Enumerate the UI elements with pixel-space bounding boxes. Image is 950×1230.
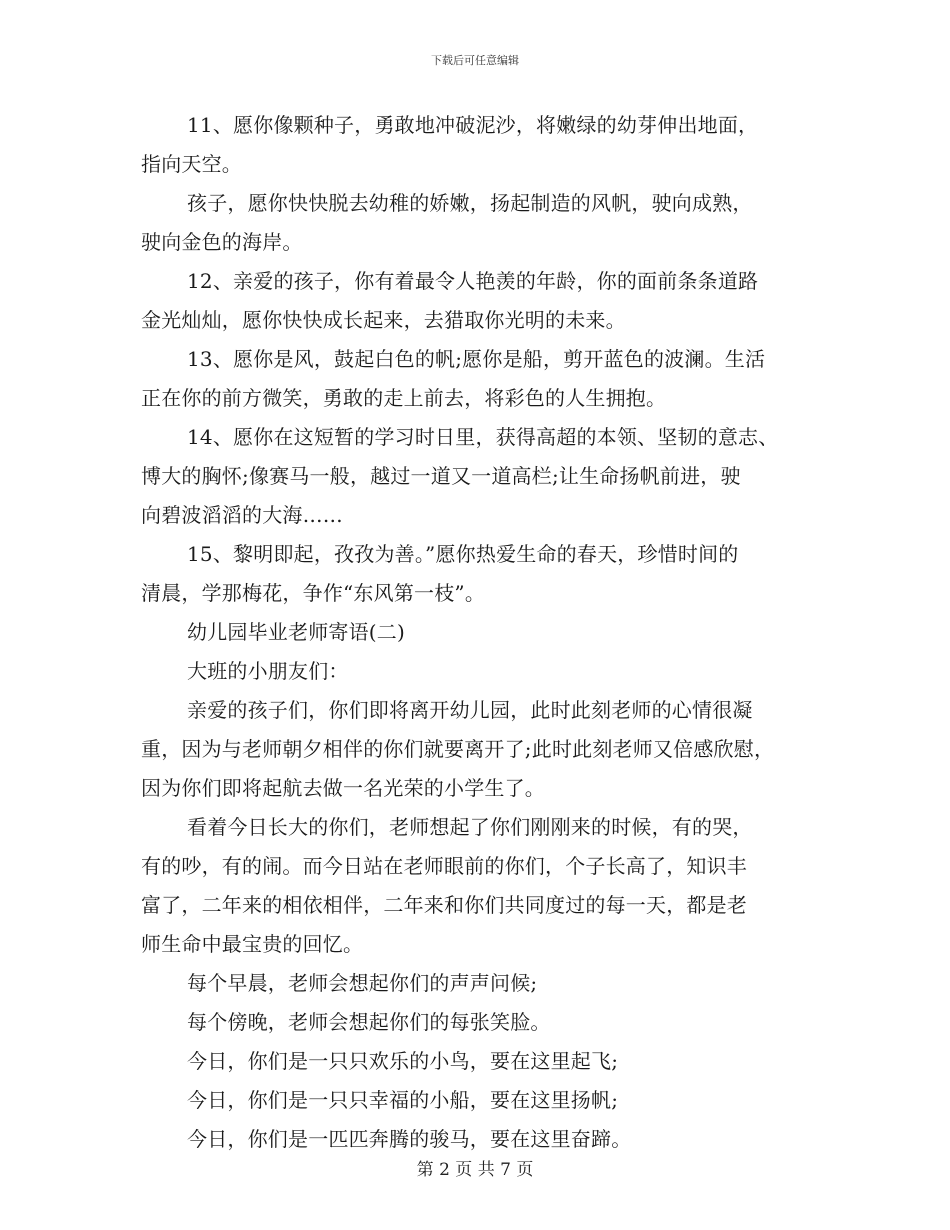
page-number: 第 2 页 共 7 页: [416, 1160, 534, 1180]
paragraph: 今日，你们是一只只幸福的小船，要在这里扬帆;: [187, 1088, 619, 1112]
paragraph: 15、黎明即起，孜孜为善。”愿你热爱生命的春天，珍惜时间的 清晨，学那梅花，争作“东风第一枝”。: [141, 542, 739, 605]
paragraph: 孩子，愿你快快脱去幼稚的娇嫩，扬起制造的风帆，驶向成熟， 驶向金色的海岸。: [141, 191, 753, 254]
document-body: [141, 106, 816, 1159]
paragraph: 13、愿你是风，鼓起白色的帆;愿你是船，剪开蓝色的波澜。生活 正在你的前方微笑，勇敢的走上前去，将彩色的人生拥抱。: [141, 347, 766, 410]
section-heading: 幼儿园毕业老师寄语(二): [187, 620, 406, 644]
paragraph: 今日，你们是一匹匹奔腾的骏马，要在这里奋蹄。: [187, 1127, 632, 1151]
paragraph: 12、亲爱的孩子，你有着最令人艳羡的年龄，你的面前条条道路 金光灿灿，愿你快快成长起来，去猎取你光明的未来。: [141, 269, 759, 332]
header-note: 下载后可任意编辑: [431, 54, 519, 67]
paragraph: 14、愿你在这短暂的学习时日里，获得高超的本领、坚韧的意志、 博大的胸怀;像赛马一般，越过一道又一道高栏;让生命扬帆前进，驶 向碧波滔滔的大海……: [141, 425, 779, 527]
paragraph: 今日，你们是一只只欢乐的小鸟，要在这里起飞;: [187, 1049, 619, 1073]
paragraph: 亲爱的孩子们，你们即将离开幼儿园，此时此刻老师的心情很凝 重，因为与老师朝夕相伴的你们就要离开了;此时此刻老师又倍感欣慰， 因为你们即将起航去做一名光荣的小学生了。: [141, 698, 775, 800]
paragraph: 看着今日长大的你们，老师想起了你们刚刚来的时候，有的哭， 有的吵，有的闹。而今日站在老师眼前的你们，个子长高了，知识丰 富了，二年来的相依相伴，二年来和你们共同度过的每一天，都是老 师生命中最宝贵的回忆。: [141, 815, 753, 956]
paragraph: 11、愿你像颗种子，勇敢地冲破泥沙，将嫩绿的幼芽伸出地面， 指向天空。: [141, 113, 759, 176]
paragraph: 每个傍晚，老师会想起你们的每张笑脸。: [187, 1010, 551, 1034]
paragraph: 每个早晨，老师会想起你们的声声问候;: [187, 971, 538, 995]
salutation: 大班的小朋友们：: [187, 659, 349, 683]
